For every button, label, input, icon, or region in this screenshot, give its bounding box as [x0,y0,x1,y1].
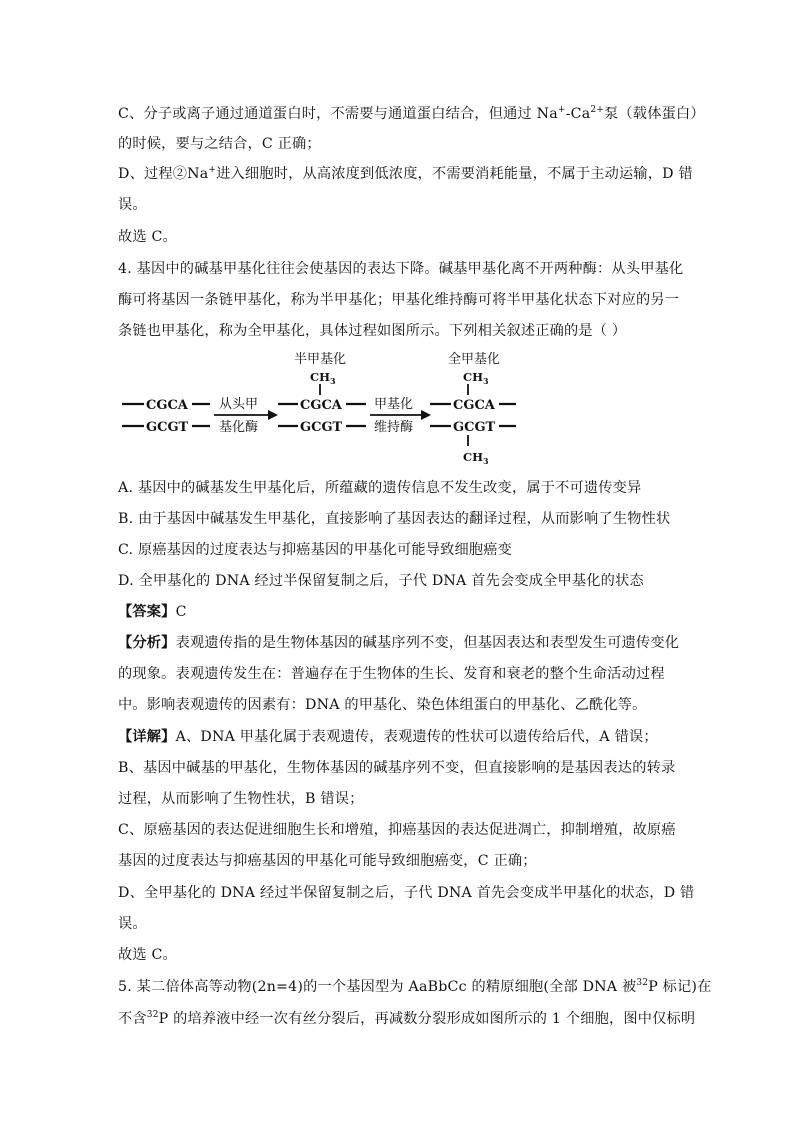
part-d-line-1: D、过程②Na+进入细胞时，从高浓度到低浓度，不需要消耗能量，不属于主动运输，D 错 [118,165,693,182]
q4-analysis-line-2: 的现象。表观遗传发生在：普遍存在于生物体的生长、发育和衰老的整个生命活动过程 [118,666,665,682]
arrow-1-head [268,410,278,420]
strand-1-top-seq: CGCA [146,398,188,413]
q4-stem-line-3: 条链也甲基化，称为全甲基化，具体过程如图所示。下列相关叙述正确的是（ ） [118,323,627,339]
q4-detail-line-1: 【详解】A、DNA 甲基化属于表观遗传，表观遗传的性状可以遗传给后代，A 错误； [118,729,658,745]
q4-analysis-line-1: 【分析】表观遗传指的是生物体基因的碱基序列不变，但基因表达和表型发生可遗传变化 [118,635,680,651]
part-d-line-2: 误。 [118,197,147,213]
q4-detail-line-4: C、原癌基因的表达促进细胞生长和增殖，抑癌基因的表达促进凋亡，抑制增殖，故原癌 [118,822,676,838]
q4-detail-line-7: 误。 [118,916,147,932]
strand-3-bottom-seq: GCGT [453,420,496,435]
methylation-diagram [118,342,518,470]
strand-2-bottom-seq: GCGT [300,420,343,435]
methyl-group-half: $CH_3$ [310,370,336,386]
q5-line-2: 不含$^{32}$P 的培养液中经一次有丝分裂后，再减数分裂形成如图所示的 1 个细胞，图中仅标明 [118,1010,696,1027]
arrow-2-head [421,410,431,420]
q5-line-1: 5. 某二倍体高等动物(2n=4)的一个基因型为 AaBbCc 的精原细胞(全部 DNA 被$^{32}$P 标记)在 [118,978,712,995]
enzyme-1-top-label: 从头甲 [219,397,259,412]
q4-option-c: C. 原癌基因的过度表达与抑癌基因的甲基化可能导致细胞癌变 [118,542,513,558]
part-c-line-1: C、分子或离子通过通道蛋白时，不需要与通道蛋白结合，但通过 $Na^+-Ca^{2+}$泵（载体蛋白） [118,105,705,122]
q4-stem-line-2: 酶可将基因一条链甲基化，称为半甲基化；甲基化维持酶可将半甲基化状态下对应的另一 [118,292,680,308]
q4-option-d: D. 全甲基化的 DNA 经过半保留复制之后，子代 DNA 首先会变成全甲基化的状态 [118,573,644,589]
strand-2-top-seq: CGCA [300,398,342,413]
detail-tag: 【详解】 [118,729,176,745]
q4-detail-line-6: D、全甲基化的 DNA 经过半保留复制之后，子代 DNA 首先会变成半甲基化的状态，D 错 [118,885,695,901]
q4-analysis-line-3: 中。影响表观遗传的因素有：DNA 的甲基化、染色体组蛋白的甲基化、乙酰化等。 [118,697,647,713]
q4-detail-line-2: B、基因中碱基的甲基化，生物体基因的碱基序列不变，但直接影响的是基因表达的转录 [118,760,676,776]
strand-3-top-seq: CGCA [453,398,495,413]
q4-choose: 故选 C。 [118,947,177,963]
q4-detail-line-5: 基因的过度表达与抑癌基因的甲基化可能导致细胞癌变，C 正确； [118,853,537,869]
enzyme-2-bottom-label: 维持酶 [374,420,414,435]
q4-detail-line-3: 过程，从而影响了生物性状，B 错误； [118,791,364,807]
methyl-group-full-bottom: $CH_3$ [463,450,489,466]
enzyme-1-bottom-label: 基化酶 [219,420,259,435]
q4-answer [118,601,187,623]
enzyme-2-top-label: 甲基化 [374,397,414,412]
part-c-line-2: 的时候，要与之结合，C 正确； [118,136,321,152]
q4-option-b: B. 由于基因中碱基发生甲基化，直接影响了基因表达的翻译过程，从而影响了生物性状 [118,511,671,527]
q4-stem-line-1: 4. 基因中的碱基甲基化往往会使基因的表达下降。碱基甲基化离不开两种酶：从头甲基化 [118,261,684,277]
analysis-tag: 【分析】 [118,635,176,651]
choose-prev: 故选 C。 [118,229,177,245]
methyl-group-full-top: $CH_3$ [463,370,489,386]
label-full-methylated: 全甲基化 [448,352,501,367]
answer-tag: 【答案】 [118,604,176,620]
strand-1-bottom-seq: GCGT [146,420,189,435]
q4-option-a: A. 基因中的碱基发生甲基化后，所蕴藏的遗传信息不发生改变，属于不可遗传变异 [118,480,642,496]
label-half-methylated: 半甲基化 [294,352,347,367]
answer-value: C [175,604,187,620]
